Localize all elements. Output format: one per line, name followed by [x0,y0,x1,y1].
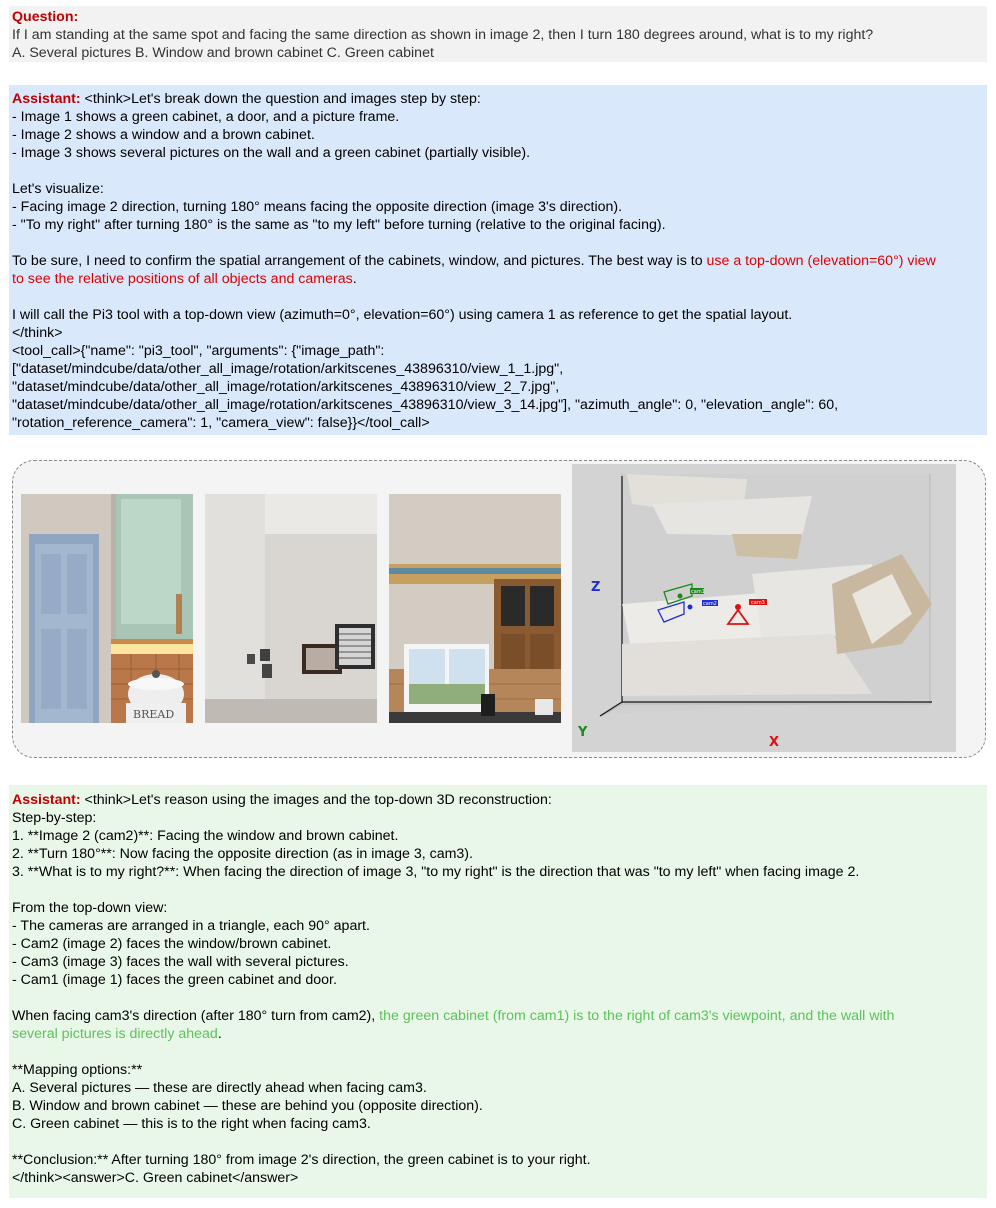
top-down-reconstruction [572,464,956,752]
highlight-text: several pictures is directly ahead [12,1026,218,1042]
mapping-line: **Mapping options:** [12,1062,143,1078]
assistant-label: Assistant: [12,792,81,808]
cam1-center [678,594,683,599]
question-text: If I am standing at the same spot and facing the same direction as shown in image 2, then I turn 180 degrees around, what is to my right? [12,27,874,43]
assistant-think-intro: <think>Let's break down the question and images step by step: [80,91,481,107]
observation-line: - Image 2 shows a window and a brown cabinet. [12,127,315,143]
step-line: 3. **What is to my right?**: When facing the direction of image 3, "to my right" is the direction that was "to my left" when facing image 2. [12,864,860,880]
sure-text: To be sure, I need to confirm the spatial arrangement of the cabinets, window, and pictures. The best way is to [12,253,707,269]
topdown-line: - Cam3 (image 3) faces the wall with several pictures. [12,954,349,970]
step-line: 2. **Turn 180°**: Now facing the opposite direction (as in image 3, cam3). [12,846,473,862]
axis-x-label: X [769,735,780,750]
observation-line: - Image 3 shows several pictures on the wall and a green cabinet (partially visible). [12,145,531,161]
mapping-line: C. Green cabinet — this is to the right when facing cam3. [12,1116,371,1132]
assistant-turn-2 [9,785,987,1198]
when-text: When facing cam3's direction (after 180° turn from cam2), [12,1008,380,1024]
axis-y-label: Y [578,725,588,740]
tool-call-line: ["dataset/mindcube/data/other_all_image/rotation/arkitscenes_43896310/view_1_1.jpg", [12,361,564,377]
cam2-center [688,605,693,610]
think-close: </think> [12,325,63,341]
photo-image-3 [389,494,561,723]
mapping-line: B. Window and brown cabinet — these are behind you (opposite direction). [12,1098,483,1114]
step-line: 1. **Image 2 (cam2)**: Facing the window and brown cabinet. [12,828,399,844]
highlight-text: the green cabinet (from cam1) is to the right of cam3's viewpoint, and the wall with [379,1008,895,1024]
tool-call-line: "rotation_reference_camera": 1, "camera_view": false}}</tool_call> [12,415,430,431]
visualize-line: - Facing image 2 direction, turning 180° means facing the opposite direction (image 3's direction). [12,199,623,215]
cam3-tag: cam3 [751,600,765,606]
axis-z-label: Z [591,580,601,595]
tool-call-line: "dataset/mindcube/data/other_all_image/rotation/arkitscenes_43896310/view_3_14.jpg"], "azimuth_angle": 0, "elevation_angle": 60, [12,397,839,413]
answer-line: </think><answer>C. Green cabinet</answer> [12,1170,299,1186]
tool-call-line: <tool_call>{"name": "pi3_tool", "arguments": {"image_path": [12,343,385,359]
highlight-text: to see the relative positions of all objects and cameras [12,271,353,287]
assistant-think-intro: <think>Let's reason using the images and the top-down 3D reconstruction: [80,792,552,808]
topdown-line: - Cam2 (image 2) faces the window/brown cabinet. [12,936,332,952]
sure-text-end: . [352,271,357,287]
visualize-line: - "To my right" after turning 180° is the same as "to my left" before turning (relative to the original facing). [12,217,666,233]
cam3-center [735,604,741,610]
conclusion-line: **Conclusion:** After turning 180° from image 2's direction, the green cabinet is to your right. [12,1152,591,1168]
topdown-line: - The cameras are arranged in a triangle, each 90° apart. [12,918,370,934]
tool-plan-line: I will call the Pi3 tool with a top-down view (azimuth=0°, elevation=60°) using camera 1 as reference to get the spatial layout. [12,307,793,323]
topdown-line: - Cam1 (image 1) faces the green cabinet and door. [12,972,337,988]
photo-image-1 [21,494,193,723]
assistant-label: Assistant: [12,91,81,107]
photo-image-2 [205,494,377,723]
visualize-line: Let's visualize: [12,181,104,197]
question-label: Question: [12,9,79,25]
assistant-turn-1 [9,85,987,435]
highlight-text: use a top-down (elevation=60°) view [706,253,936,269]
tool-call-line: "dataset/mindcube/data/other_all_image/rotation/arkitscenes_43896310/view_2_7.jpg", [12,379,560,395]
cam1-tag: cam1 [691,589,705,595]
cam2-tag: cam2 [703,601,717,607]
step-line: Step-by-step: [12,810,97,826]
topdown-line: From the top-down view: [12,900,168,916]
when-text-end: . [217,1026,222,1042]
question-block [9,6,987,62]
question-options: A. Several pictures B. Window and brown cabinet C. Green cabinet [12,45,434,61]
bread-text: BREAD [133,708,175,721]
mapping-line: A. Several pictures — these are directly ahead when facing cam3. [12,1080,427,1096]
observation-line: - Image 1 shows a green cabinet, a door, and a picture frame. [12,109,400,125]
